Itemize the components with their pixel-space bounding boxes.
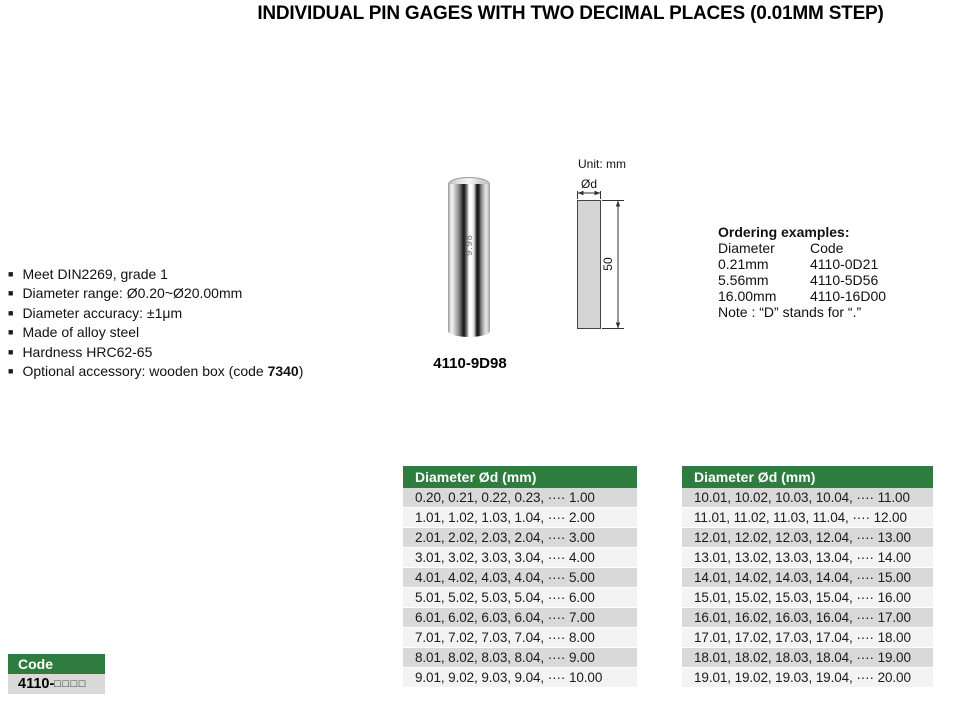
feature-text: Diameter accuracy: ±1μm — [22, 304, 183, 321]
table-row: 5.01, 5.02, 5.03, 5.04, ···· 6.00 — [403, 588, 637, 608]
table-row: 6.01, 6.02, 6.03, 6.04, ···· 7.00 — [403, 608, 637, 628]
square-bullet-icon: ■ — [8, 269, 14, 279]
code-placeholder-squares: □□□□ — [54, 678, 87, 690]
ordering-column-headers — [718, 240, 928, 256]
table-row: 1.01, 1.02, 1.03, 1.04, ···· 2.00 — [403, 508, 637, 528]
table-row: 10.01, 10.02, 10.03, 10.04, ···· 11.00 — [682, 488, 933, 508]
code-prefix: 4110- — [18, 676, 55, 692]
product-code-caption: 4110-9D98 — [433, 355, 507, 372]
table-row: 7.01, 7.02, 7.03, 7.04, ···· 8.00 — [403, 628, 637, 648]
feature-list — [8, 266, 303, 382]
feature-item — [8, 266, 303, 285]
table-row: 18.01, 18.02, 18.03, 18.04, ···· 19.00 — [682, 648, 933, 668]
code-box-value — [8, 674, 105, 694]
ordering-row: 0.21mm 4110-0D21 — [718, 256, 879, 272]
table-row: 14.01, 14.02, 14.03, 14.04, ···· 15.00 — [682, 568, 933, 588]
square-bullet-icon: ■ — [8, 327, 14, 338]
ordering-note: Note : “D” stands for “.” — [718, 304, 862, 320]
table-row: 4.01, 4.02, 4.03, 4.04, ···· 5.00 — [403, 568, 637, 588]
code-box — [8, 654, 105, 694]
feature-item — [8, 324, 303, 343]
ordering-col-code: Code — [810, 240, 844, 256]
feature-text: Hardness HRC62-65 — [22, 343, 153, 360]
feature-text: Optional accessory: wooden box (code 7340) — [22, 363, 304, 380]
feature-item — [8, 285, 303, 304]
square-bullet-icon: ■ — [8, 307, 14, 318]
table-row: 15.01, 15.02, 15.03, 15.04, ···· 16.00 — [682, 588, 933, 608]
feature-item — [8, 363, 303, 382]
table-row: 12.01, 12.02, 12.03, 12.04, ···· 13.00 — [682, 528, 933, 548]
table-header: Diameter Ød (mm) — [682, 466, 933, 488]
diameter-table-1 — [403, 466, 637, 688]
pin-profile-rect — [578, 201, 601, 329]
ordering-row: 5.56mm 4110-5D56 — [718, 272, 879, 288]
feature-item — [8, 305, 303, 324]
square-bullet-icon: ■ — [8, 366, 14, 377]
dimension-drawing — [560, 170, 640, 345]
page-title: INDIVIDUAL PIN GAGES WITH TWO DECIMAL PLACES (0.01MM STEP) — [257, 3, 884, 24]
pin-engraving-text: 9.98 — [464, 234, 474, 256]
ordering-examples — [718, 224, 928, 320]
table-row: 9.01, 9.02, 9.03, 9.04, ···· 10.00 — [403, 668, 637, 688]
table-row: 0.20, 0.21, 0.22, 0.23, ···· 1.00 — [403, 488, 637, 508]
code-box-header: Code — [8, 654, 105, 674]
table-header: Diameter Ød (mm) — [403, 466, 637, 488]
diameter-dim-label: Ød — [580, 177, 598, 191]
square-bullet-icon: ■ — [8, 346, 14, 357]
ordering-heading: Ordering examples: — [718, 224, 850, 240]
table-row: 11.01, 11.02, 11.03, 11.04, ···· 12.00 — [682, 508, 933, 528]
square-bullet-icon: ■ — [8, 288, 14, 299]
ordering-col-diameter: Diameter — [718, 240, 775, 256]
unit-label: Unit: mm — [578, 157, 626, 171]
feature-text: Meet DIN2269, grade 1 — [22, 266, 168, 282]
table-rows — [403, 488, 637, 688]
table-row: 19.01, 19.02, 19.03, 19.04, ···· 20.00 — [682, 668, 933, 688]
diameter-table-2 — [682, 466, 933, 688]
table-rows — [682, 488, 933, 688]
table-row: 17.01, 17.02, 17.03, 17.04, ···· 18.00 — [682, 628, 933, 648]
length-dim-label: 50 — [601, 257, 615, 271]
feature-item — [8, 344, 303, 363]
feature-text: Diameter range: Ø0.20~Ø20.00mm — [22, 285, 243, 302]
table-row: 13.01, 13.02, 13.03, 13.04, ···· 14.00 — [682, 548, 933, 568]
table-row: 2.01, 2.02, 2.03, 2.04, ···· 3.00 — [403, 528, 637, 548]
table-row: 3.01, 3.02, 3.03, 3.04, ···· 4.00 — [403, 548, 637, 568]
table-row: 8.01, 8.02, 8.03, 8.04, ···· 9.00 — [403, 648, 637, 668]
ordering-row: 16.00mm 4110-16D00 — [718, 288, 887, 304]
table-row: 16.01, 16.02, 16.03, 16.04, ···· 17.00 — [682, 608, 933, 628]
feature-text: Made of alloy steel — [22, 324, 140, 341]
